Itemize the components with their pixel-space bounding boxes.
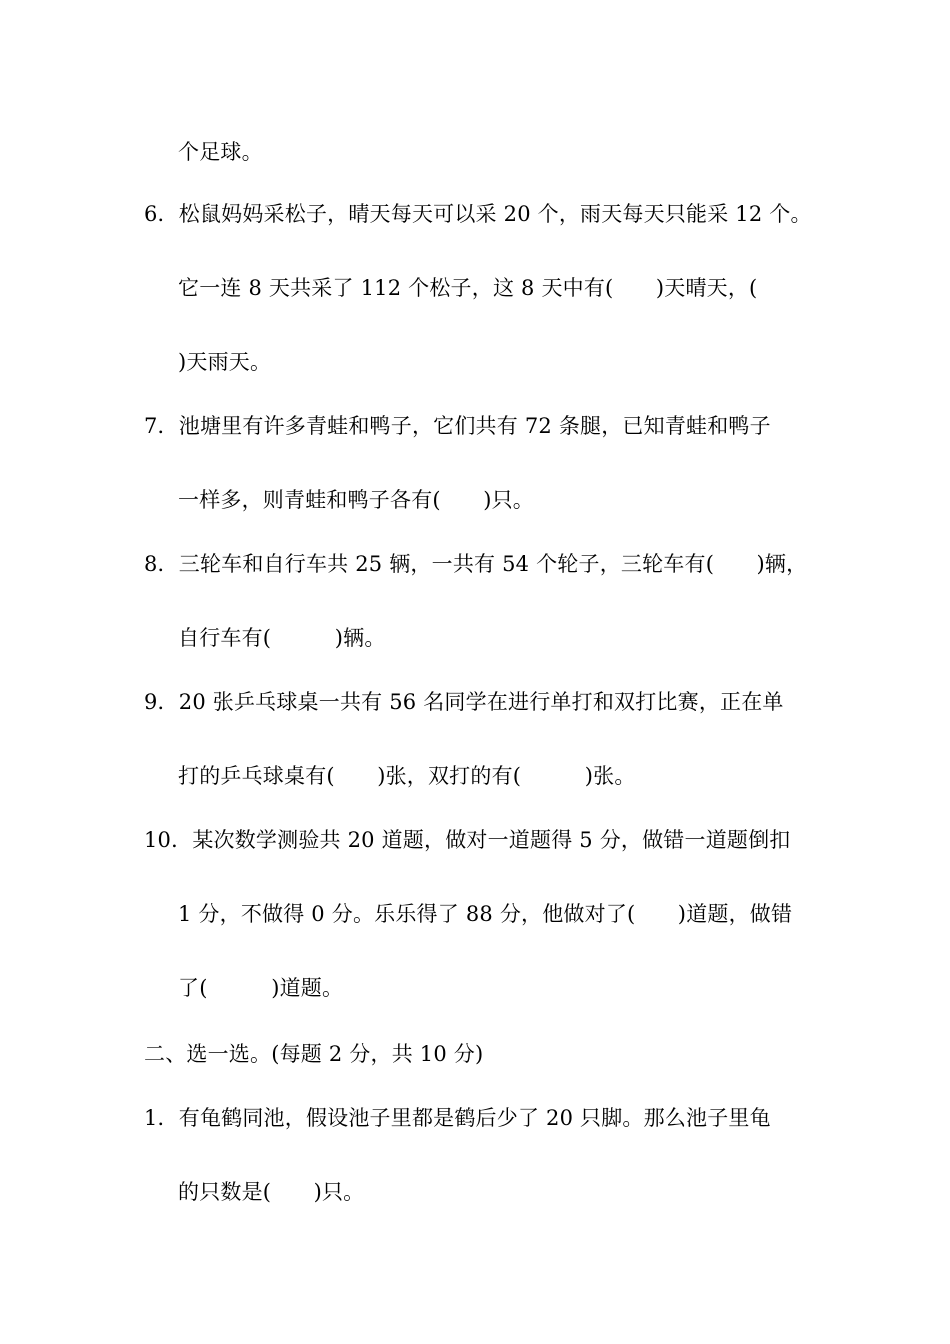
q10-line-3: 了( )道题。: [178, 976, 344, 1000]
q9-line-2: 打的乒乓球桌有( )张，双打的有( )张。: [178, 764, 636, 788]
section-heading-choose: 二、选一选。(每题 2 分，共 10 分): [144, 1042, 484, 1066]
choice-q1-line-1: 1．有龟鹤同池，假设池子里都是鹤后少了 20 只脚。那么池子里龟: [144, 1106, 771, 1130]
q6-line-1: 6．松鼠妈妈采松子，晴天每天可以采 20 个，雨天每天只能采 12 个。: [144, 202, 812, 226]
q8-line-1: 8．三轮车和自行车共 25 辆，一共有 54 个轮子，三轮车有( )辆，: [144, 552, 808, 576]
q8-line-2: 自行车有( )辆。: [178, 626, 386, 650]
q10-line-1: 10．某次数学测验共 20 道题，做对一道题得 5 分，做错一道题倒扣: [144, 828, 791, 852]
choice-q1-line-2: 的只数是( )只。: [178, 1180, 365, 1204]
q5-continuation: 个足球。: [178, 140, 263, 164]
q6-line-3: )天雨天。: [178, 350, 272, 374]
q6-line-2: 它一连 8 天共采了 112 个松子，这 8 天中有( )天晴天，(: [178, 276, 758, 300]
q7-line-1: 7．池塘里有许多青蛙和鸭子，它们共有 72 条腿，已知青蛙和鸭子: [144, 414, 771, 438]
q10-line-2: 1 分，不做得 0 分。乐乐得了 88 分，他做对了( )道题，做错: [178, 902, 793, 926]
q9-line-1: 9．20 张乒乓球桌一共有 56 名同学在进行单打和双打比赛，正在单: [144, 690, 784, 714]
q7-line-2: 一样多，则青蛙和鸭子各有( )只。: [178, 488, 534, 512]
